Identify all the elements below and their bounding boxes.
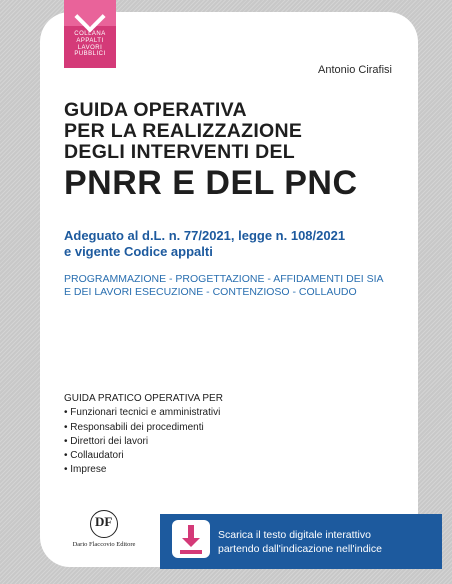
audience-item: • Funzionari tecnici e amministrativi	[64, 406, 284, 420]
publisher-logo-icon: DF	[90, 510, 118, 538]
download-icon	[172, 520, 210, 558]
series-badge	[64, 0, 116, 68]
series-line: COLLANA	[74, 31, 106, 37]
digital-download-banner[interactable]	[160, 514, 442, 569]
audience-item: • Collaudatori	[64, 449, 284, 463]
subtitle-line: Adeguato al d.L. n. 77/2021, legge n. 108/2021	[64, 228, 346, 243]
series-badge-top	[64, 0, 116, 26]
series-badge-label	[66, 31, 114, 58]
publisher-name: Dario Flaccovio Editore	[72, 541, 136, 548]
audience-list	[64, 406, 284, 477]
chevron-down-icon	[74, 1, 105, 32]
book-subtitle	[64, 228, 404, 260]
audience-item: • Responsabili dei procedimenti	[64, 421, 284, 435]
author-name: Antonio Cirafisi	[318, 64, 392, 76]
topics-list	[64, 273, 404, 299]
topics-line: E DEI LAVORI ESECUZIONE - CONTENZIOSO - COLLAUDO	[64, 286, 357, 298]
digital-download-text	[218, 528, 438, 556]
audience-item: • Imprese	[64, 463, 284, 477]
title-emphasis: PNRR E DEL PNC	[64, 164, 358, 202]
title-line: PER LA REALIZZAZIONE	[64, 120, 303, 142]
series-line: APPALTI	[76, 37, 104, 44]
publisher-block	[64, 510, 144, 560]
audience-section	[64, 392, 284, 478]
series-line: LAVORI	[77, 44, 103, 51]
digital-line: partendo dall'indicazione nell'indice	[218, 543, 382, 555]
topics-line: PROGRAMMAZIONE - PROGETTAZIONE - AFFIDAMENTI DEI SIA	[64, 273, 384, 285]
audience-heading: GUIDA PRATICO OPERATIVA PER	[64, 393, 223, 404]
audience-item: • Direttori dei lavori	[64, 435, 284, 449]
series-line: PUBBLICI	[74, 51, 106, 58]
book-title	[64, 100, 384, 201]
digital-line: Scarica il testo digitale interattivo	[218, 529, 371, 541]
title-line: DEGLI INTERVENTI DEL	[64, 141, 295, 163]
title-line: GUIDA OPERATIVA	[64, 99, 247, 121]
subtitle-line: e vigente Codice appalti	[64, 244, 213, 259]
